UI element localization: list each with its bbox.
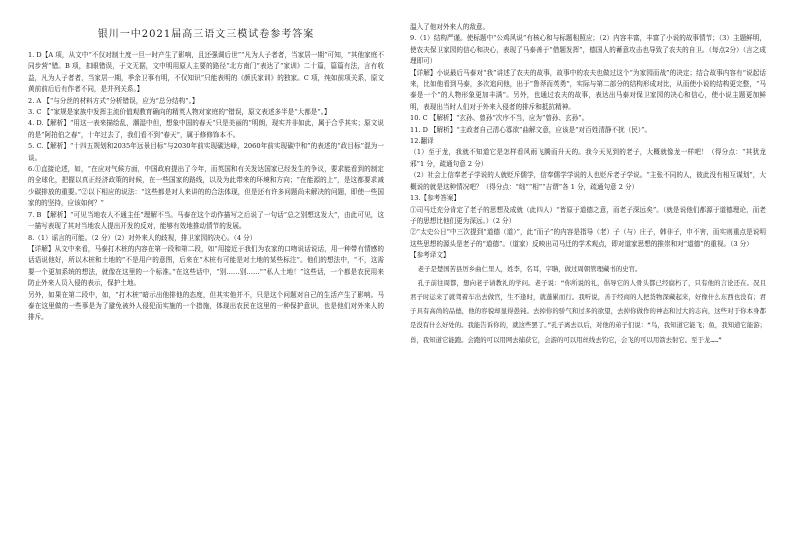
answer-paragraph: 6.①直接论述，如，“在应对气候方面，中国政府提出了今年，而英国和有关发达国家已经发生的争议，要求能看到的制定的全球化，把握以真正经济政策的时候，在一些国家的路线，以及为此带来的环境和方向；“在能源的上”，是这都要求减少碳排放的重要。”②以下相应的说法：“这些都是对人来讲的的合法体现，但是还有许多问题尚未解决的问题，即使一些国家的的坚持，应该如何？” — [28, 165, 384, 208]
answer-paragraph: 【参考译文】 — [410, 251, 450, 260]
answer-paragraph: 10. C 【解析】“玄孙、曾孙”次序不当，应为“曾孙、玄孙”。 — [410, 114, 589, 123]
answer-paragraph: 5. C.【解析】“十四五规划和2035年远景目标”与2030年前实现碳达峰，2060年前实现碳中和”的表述的“政目标”混为一谈。 — [28, 142, 384, 162]
answer-paragraph: 3. C 【“家规是家族中发挥主流价值观教育确向的精英人物对家庭的”错误，原文表述多半是“大都是”。】 — [28, 108, 331, 117]
answer-paragraph: 【详解】从文中来看，马泰打木桩的内容在第一段和第二段，如“用接近于我们为农家的口吻说话说话，用一种带有情感的话语说他好，所以木桩和土地的”不是用户的意图，后来在“木桩有可能是对土地的某些标注”。他们的想法中，“不，这需要一个更加系统的想法，就像在这里的一个标准。”在这些话中，“别……别……”“私人土地！”这些话，一个都是农民用来防止外来人员入侵的表示，保护土地。 — [28, 244, 384, 288]
answer-paragraph: ②“太史公日”中三次提到“道德（道）”，此“而子”的内容是指导（老）子（与）庄子，韩非子，申不害，而实则重点是说明这些思想的源头是老子的“道德”。（道家）反映出司马迁的学术观点，即对道家思想的推崇和对“道德”的重视。（3 分） — [410, 228, 766, 248]
answer-paragraph: 另外，如果在第二段中，如，“打木桩”暗示出他排他的态度，但其实他并不，只是这个问题对自己的生活产生了影响。马泰在这里做的一些事是为了避免被外人侵犯而实施的一个措施，体现出农民在这里的一种保护意识，也是他们对外来人的排斥。 — [28, 290, 384, 322]
left-column-body — [28, 50, 384, 324]
right-column — [410, 22, 766, 347]
answer-paragraph: 8.（1）谣言的可能。（2 分）（2）对外来人的歧视，排卫家园的决心。（4 分） — [28, 233, 257, 242]
answer-paragraph: 12.翻译 — [410, 137, 434, 146]
answer-paragraph: 1. D【A 项，从文中“不仅对制土度一旦一时产生了影响，且还强调后世”“凡为人子者者，当家居一期”可知，“其他家庭不同步营”错。B 项，扣眼错误，于文无据，文中明用原人主要的路径“北方南门”表达了“家训》二十篇，篇篇有法，言有收益，凡为人子者者，当家居一期，季余卫事有明，不仅知识”只能表明的《颜氏家训》的独家。C 项，纯如前项关系，原文黄前前后后有作者不同，是并列关系。】 — [28, 51, 384, 94]
answer-paragraph: 温入了他对外来人的敌意。 — [410, 23, 490, 31]
answer-paragraph: 4. D.【解析】“用这一表来描绘乱，潮湿中但，想象中国的春天“只是美丽的”明朗，现实并非如此，属于合乎其实；原文说的是“阿拍伯之春”，十年过去了，我们看不到“春天”，属于修修饰本不。 — [28, 119, 384, 139]
page-title: 银川一中2021届高三语文三模试卷参考答案 — [97, 29, 315, 40]
answer-paragraph: 11. D 【解析】“主政者自己清心寡欲”曲解文意，应该是“对百姓清静不扰（民）”。 — [410, 125, 652, 134]
handwritten-paragraph: 老子是楚国苦县厉乡曲仁里人，姓李，名耳，字聃，做过周朝管理藏书的史官。 — [417, 264, 642, 273]
answer-paragraph: 9.（1）结构严谨。使标题中“公鸡风说”有核心和与标题相照应；（2）内容丰富，丰富了小说的故事情节；（3）主题鲜明，使农夫保卫家园的信心和决心，表现了马泰善于“借题发挥”，德国人的蓄意攻击也导致了农夫的自卫。（每点2分）（言之成理即可） — [410, 34, 766, 66]
translation-handwritten-text — [410, 262, 766, 347]
answer-paragraph: （2）社会上信奉老子学说的人就贬斥儒学，信奉儒学学说的人也贬斥老子学说。“主张不同的人，彼此没有相互谋划”，大概说的就是这种情况吧？（得分点：“绌”“相”“吉谓”各 1 分，疏通句意 2 分） — [410, 171, 766, 191]
answer-paragraph: 7. B 【解析】“可见当地农人不通主任”理解不当。马泰在这个动作描写之后说了一句话“总之别想这发大”，由此可见，这一描写表现了其对当地农人提出开发的反对，能够有效地推动情节的发展。 — [28, 210, 384, 231]
left-column — [28, 28, 384, 324]
answer-paragraph: （1）至于龙，我就不知道它是怎样看风雨飞腾而升天的。我今天见到的老子，大概就像龙一样吧！（得分点：“其犹龙邪”1 分，疏通句意 2 分） — [410, 148, 766, 168]
answer-paragraph: 【详解】小说最后马泰对“我”讲述了农夫的故事，故事中的农夫也做过这个“为家园而战”的决定；结合故事内容有“说起话来，比如他看到马泰，多次追问他，出于“鲁莽而英勇”，实际与第二部分的结构形成对比，从而使小说的结构更完整，“马泰是一个”的人物形象更加丰满”。另外，也通过农夫的故事，表达出马泰对保卫家园的决心和信心，使小说主题更加鲜明，表现出当时人们对于外来入侵者的排斥和抵抗精神。 — [410, 68, 766, 111]
answer-paragraph: ①司马迁充分肯定了老子的思想及成就（此四人）“皆原于道德之意，而老子深远矣”。（就是说他们都源于道德理论，而老子的思想比他们更为深远。）（2 分） — [410, 205, 766, 225]
answer-paragraph: 13.【参考答案】 — [410, 194, 461, 203]
right-column-body — [410, 22, 766, 262]
answer-paragraph: 2. A 【“与分丝的材料方式”分析错误，应为“总分结构”。】 — [28, 96, 199, 105]
handwritten-paragraph: 孔子前往周都，想向老子请教礼的学问。老子说：“你所说的礼，倡导它的人骨头都已经腐朽了，只有他的言论还在。况且君子时运来了就驾着车出去做官，生不逢时，就蓬累而行。我听说，善于经商的人把货物深藏起来，好像什么东西也没有；君子具有高尚的品德，他的容貌却显得愚钝。去掉你的骄气和过多的欲望，去掉你做作的神态和过大的志向，这些对于你本身都是没有什么好处的。我能告诉你的，就这些罢了。”孔子离去以后，对他的弟子们说：“鸟，我知道它能飞；鱼，我知道它能游；兽，我知道它能跑。会跑的可以用网去捕获它，会游的可以用丝线去钓它，会飞的可以用箭去射它。至于龙……” — [410, 278, 766, 344]
